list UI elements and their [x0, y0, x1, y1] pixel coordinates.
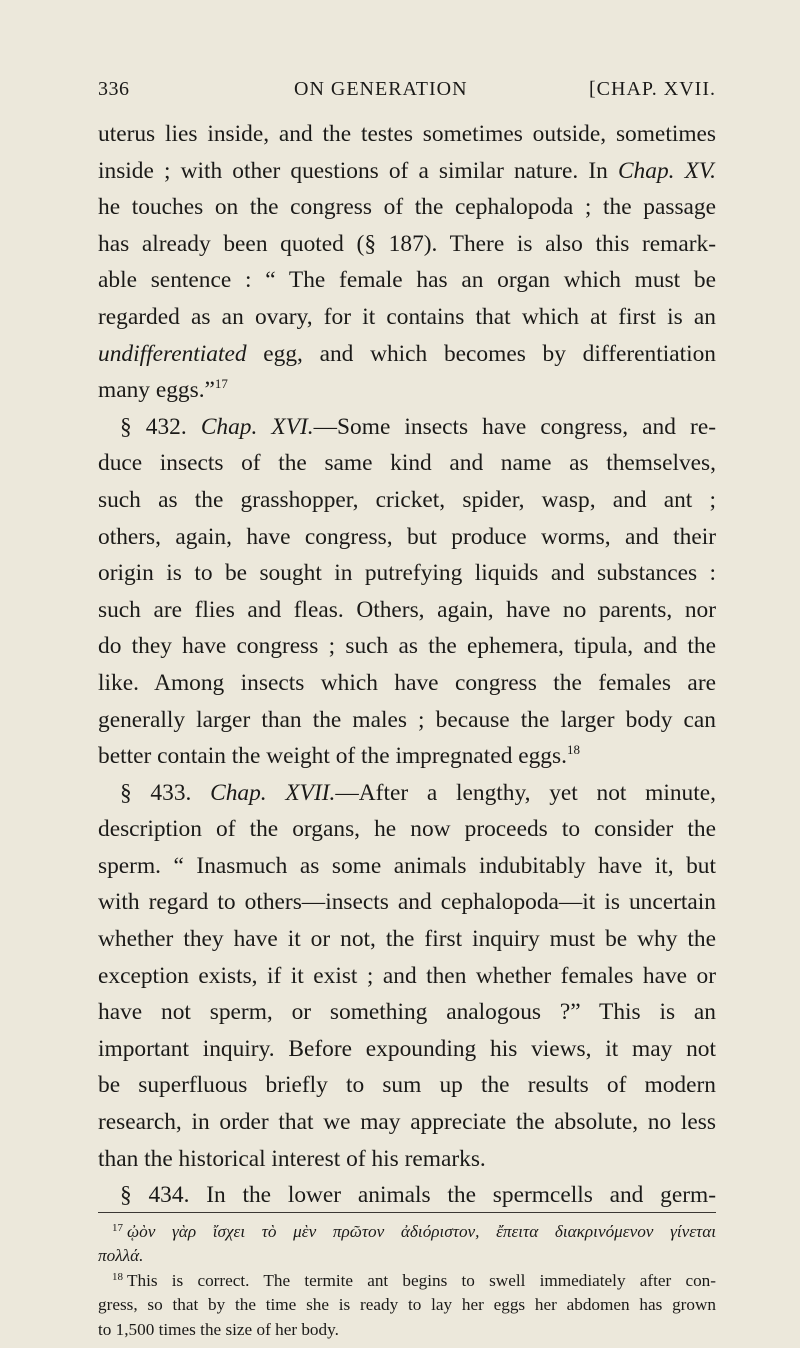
- text-line: uterus lies inside, and the testes sometimes outside, sometimes: [98, 121, 716, 147]
- footnote-17: $^{17}$ ᾠὸν γὰρ ἴσχει τὸ μὲν πρῶτον ἀδιόριστον, ἔπειτα διακρινόμενον γίνεται: [112, 1222, 716, 1241]
- footnote-marker: 17: [214, 376, 228, 392]
- text-line: such are flies and fleas. Others, again, have no parents, nor: [98, 596, 716, 623]
- footnote-17-cont: πολλά.: [98, 1246, 144, 1266]
- italic-term: undifferentiated: [98, 340, 247, 367]
- text-line: whether they have it or not, the first inquiry must be why the: [98, 926, 716, 953]
- text-line: better contain the weight of the impregnated eggs.$^{18}$: [98, 742, 580, 770]
- text-line: have not sperm, or something analogous ?” This is an: [98, 999, 716, 1026]
- text-line: with regard to others—insects and cephalopoda—it is uncertain: [98, 889, 716, 916]
- text-line: origin is to be sought in putrefying liquids and substances :: [98, 560, 716, 587]
- text-line: regarded as an ovary, for it contains that which at first is an: [98, 303, 716, 330]
- text-line: undifferentiated egg, and which becomes by differentiation: [98, 340, 716, 367]
- text-line: description of the organs, he now proceeds to consider the: [98, 816, 716, 843]
- text-line: exception exists, if it exist ; and then whether females have or: [98, 962, 716, 989]
- footnote-marker: 18: [566, 742, 580, 758]
- footnotes: [98, 1220, 716, 1342]
- text-line: research, in order that we may appreciate the absolute, no less: [98, 1109, 716, 1136]
- text-line: than the historical interest of his remarks.: [98, 1145, 486, 1172]
- text-line: has already been quoted (§ 187). There is also this remark-: [98, 230, 716, 257]
- text-line: like. Among insects which have congress the females are: [98, 669, 716, 696]
- text-line: duce insects of the same kind and name as themselves,: [98, 450, 716, 477]
- footnote-18-cont: gress, so that by the time she is ready to lay her eggs her abdomen has grown: [98, 1295, 716, 1315]
- text-line: do they have congress ; such as the ephemera, tipula, and the: [98, 633, 716, 660]
- footnote-18-cont: to 1,500 times the size of her body.: [98, 1319, 339, 1339]
- text-line: inside ; with other questions of a similar nature. In Chap. XV.: [98, 157, 716, 184]
- body-text: [98, 116, 716, 1214]
- text-line: such as the grasshopper, cricket, spider, wasp, and ant ;: [98, 486, 716, 513]
- text-line: § 432. Chap. XVI.—Some insects have congress, and re-: [120, 413, 716, 440]
- text-line: important inquiry. Before expounding his views, it may not: [98, 1035, 716, 1062]
- text-line: sperm. “ Inasmuch as some animals indubitably have it, but: [98, 852, 716, 879]
- italic-reference: Chap. XVII.: [210, 779, 336, 806]
- text-line: he touches on the congress of the cephalopoda ; the passage: [98, 194, 716, 221]
- running-header: [98, 78, 716, 106]
- text-line: § 433. Chap. XVII.—After a lengthy, yet not minute,: [120, 779, 716, 806]
- footnote-18: $^{18}$ This is correct. The termite ant begins to swell immediately after con-: [112, 1270, 716, 1290]
- text-line: § 434. In the lower animals the spermcells and germ-: [120, 1182, 716, 1209]
- text-line: be superfluous briefly to sum up the results of modern: [98, 1072, 716, 1099]
- text-line: generally larger than the males ; because the larger body can: [98, 706, 716, 733]
- footnote-divider: [98, 1212, 716, 1213]
- italic-reference: Chap. XVI.: [200, 413, 314, 440]
- text-line: able sentence : “ The female has an organ which must be: [98, 267, 716, 294]
- page-number: 336: [98, 78, 130, 100]
- text-line: many eggs.”$^{17}$: [98, 376, 228, 404]
- chapter-label: [CHAP. XVII.: [589, 78, 716, 100]
- running-title: ON GENERATION: [294, 78, 468, 100]
- italic-reference: Chap. XV.: [617, 157, 716, 184]
- text-line: others, again, have congress, but produce worms, and their: [98, 523, 716, 550]
